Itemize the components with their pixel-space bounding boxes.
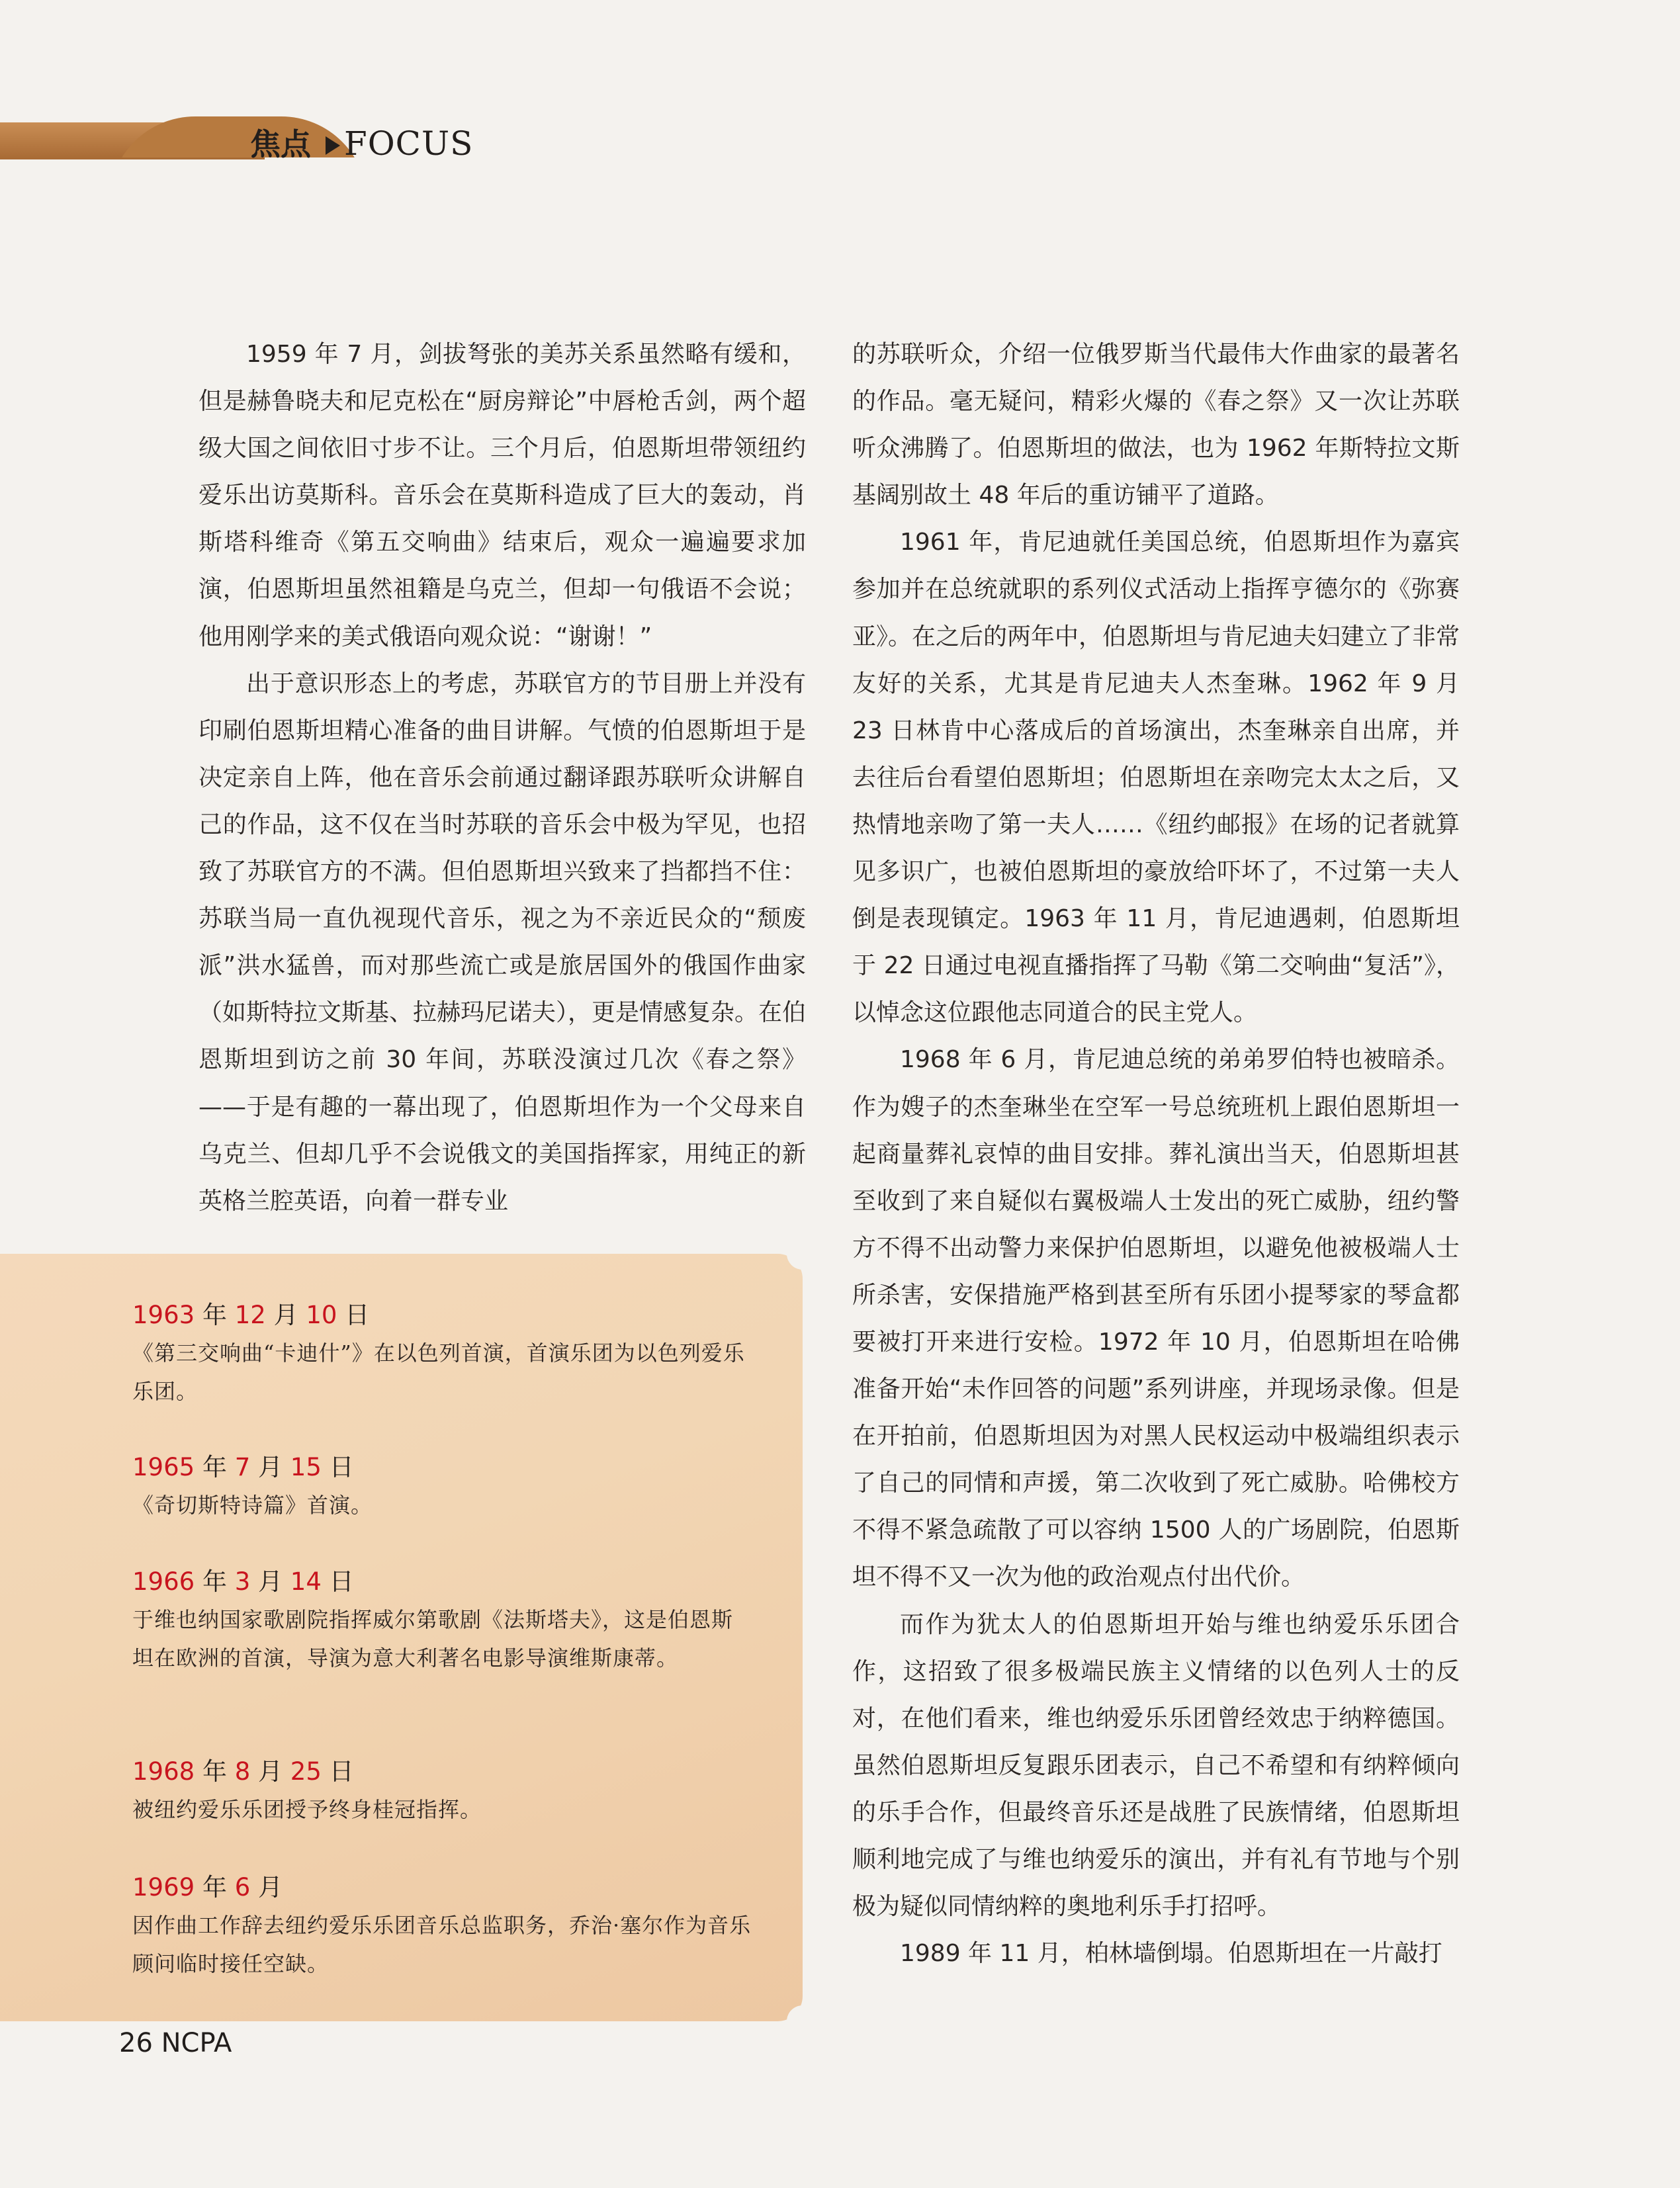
magazine-name: NCPA xyxy=(161,2028,232,2058)
corner-notch xyxy=(787,2005,818,2037)
corner-notch xyxy=(787,1238,818,1270)
timeline-text: 因作曲工作辞去纽约爱乐乐团音乐总监职务，乔治·塞尔作为音乐顾问临时接任空缺。 xyxy=(132,1913,752,1976)
timeline-date: 1963 年 12 月 10 日 xyxy=(132,1301,370,1329)
section-label-zh: 焦点 xyxy=(250,126,311,162)
page-folio xyxy=(119,2028,232,2058)
body-paragraph: 1968 年 6 月，肯尼迪总统的弟弟罗伯特也被暗杀。作为嫂子的杰奎琳坐在空军一号总统班机上跟伯恩斯坦一起商量葬礼哀悼的曲目安排。葬礼演出当天，伯恩斯坦甚至收到了来自疑似右翼极端人士发出的死亡威胁，纽约警方不得不出动警力来保护伯恩斯坦，以避免他被极端人士所杀害，安保措施严格到甚至所有乐团小提琴家的琴盒都要被打开来进行安检。1972 年 10 月，伯恩斯坦在哈佛准备开始“未作回答的问题”系列讲座，并现场录像。但是在开拍前，伯恩斯坦因为对黑人民权运动中极端组织表示了自己的同情和声援，第二次收到了死亡威胁。哈佛校方不得不紧急疏散了可以容纳 1500 人的广场剧院，伯恩斯坦不得不又一次为他的政治观点付出代价。 xyxy=(852,1046,1460,1591)
timeline-entry xyxy=(132,1297,754,1411)
body-paragraph: 而作为犹太人的伯恩斯坦开始与维也纳爱乐乐团合作，这招致了很多极端民族主义情绪的以色列人士的反对，在他们看来，维也纳爱乐乐团曾经效忠于纳粹德国。虽然伯恩斯坦反复跟乐团表示，自己不希望和有纳粹倾向的乐手合作，但最终音乐还是战胜了民族情绪，伯恩斯坦顺利地完成了与维也纳爱乐的演出，并有礼有节地与个别极为疑似同情纳粹的奥地利乐手打招呼。 xyxy=(852,1610,1460,1921)
timeline-entry xyxy=(132,1753,754,1829)
timeline-entry xyxy=(132,1869,754,1983)
timeline-text: 《奇切斯特诗篇》首演。 xyxy=(132,1493,373,1518)
timeline-text: 被纽约爱乐乐团授予终身桂冠指挥。 xyxy=(132,1797,482,1822)
timeline-entry xyxy=(132,1563,754,1677)
body-paragraph: 出于意识形态上的考虑，苏联官方的节目册上并没有印刷伯恩斯坦精心准备的曲目讲解。气愤的伯恩斯坦于是决定亲自上阵，他在音乐会前通过翻译跟苏联听众讲解自己的作品，这不仅在当时苏联的音乐会中极为罕见，也招致了苏联官方的不满。但伯恩斯坦兴致来了挡都挡不住：苏联当局一直仇视现代音乐，视之为不亲近民众的“颓废派”洪水猛兽，而对那些流亡或是旅居国外的俄国作曲家（如斯特拉文斯基、拉赫玛尼诺夫），更是情感复杂。在伯恩斯坦到访之前 30 年间，苏联没演过几次《春之祭》——于是有趣的一幕出现了，伯恩斯坦作为一个父母来自乌克兰、但却几乎不会说俄文的美国指挥家，用纯正的新英格兰腔英语，向着一群专业 xyxy=(199,670,807,1215)
timeline-box xyxy=(0,1254,803,2021)
timeline-entry xyxy=(132,1449,754,1524)
triangle-pointer-icon xyxy=(326,136,340,155)
timeline-date: 1965 年 7 月 15 日 xyxy=(132,1453,354,1481)
body-paragraph: 1961 年，肯尼迪就任美国总统，伯恩斯坦作为嘉宾参加并在总统就职的系列仪式活动上指挥亨德尔的《弥赛亚》。在之后的两年中，伯恩斯坦与肯尼迪夫妇建立了非常友好的关系，尤其是肯尼迪夫人杰奎琳。1962 年 9 月 23 日林肯中心落成后的首场演出，杰奎琳亲自出席，并去往后台看望伯恩斯坦；伯恩斯坦在亲吻完太太之后，又热情地亲吻了第一夫人……《纽约邮报》在场的记者就算见多识广，也被伯恩斯坦的豪放给吓坏了，不过第一夫人倒是表现镇定。1963 年 11 月，肯尼迪遇刺，伯恩斯坦于 22 日通过电视直播指挥了马勒《第二交响曲“复活”》，以悼念这位跟他志同道合的民主党人。 xyxy=(852,529,1460,1027)
timeline-date: 1968 年 8 月 25 日 xyxy=(132,1757,354,1786)
right-column xyxy=(852,331,1460,1977)
timeline-text: 《第三交响曲“卡迪什”》在以色列首演，首演乐团为以色列爱乐乐团。 xyxy=(132,1340,745,1404)
timeline-text: 于维也纳国家歌剧院指挥威尔第歌剧《法斯塔夫》，这是伯恩斯坦在欧洲的首演，导演为意大利著名电影导演维斯康蒂。 xyxy=(132,1607,734,1671)
timeline-date: 1966 年 3 月 14 日 xyxy=(132,1567,354,1596)
body-paragraph: 1989 年 11 月，柏林墙倒塌。伯恩斯坦在一片敲打 xyxy=(900,1940,1442,1968)
body-paragraph: 1959 年 7 月，剑拔弩张的美苏关系虽然略有缓和，但是赫鲁晓夫和尼克松在“厨房辩论”中唇枪舌剑，两个超级大国之间依旧寸步不让。三个月后，伯恩斯坦带领纽约爱乐出访莫斯科。音乐会在莫斯科造成了巨大的轰动，肖斯塔科维奇《第五交响曲》结束后，观众一遍遍要求加演，伯恩斯坦虽然祖籍是乌克兰，但却一句俄语不会说；他用刚学来的美式俄语向观众说：“谢谢！” xyxy=(199,341,806,650)
page-number: 26 xyxy=(119,2028,153,2058)
body-paragraph-continued: 的苏联听众，介绍一位俄罗斯当代最伟大作曲家的最著名的作品。毫无疑问，精彩火爆的《春之祭》又一次让苏联听众沸腾了。伯恩斯坦的做法，也为 1962 年斯特拉文斯基阔别故土 48 年后的重访铺平了道路。 xyxy=(852,341,1460,509)
left-column xyxy=(199,331,806,1225)
timeline-date: 1969 年 6 月 xyxy=(132,1873,283,1902)
section-label-en: FOCUS xyxy=(344,124,474,163)
